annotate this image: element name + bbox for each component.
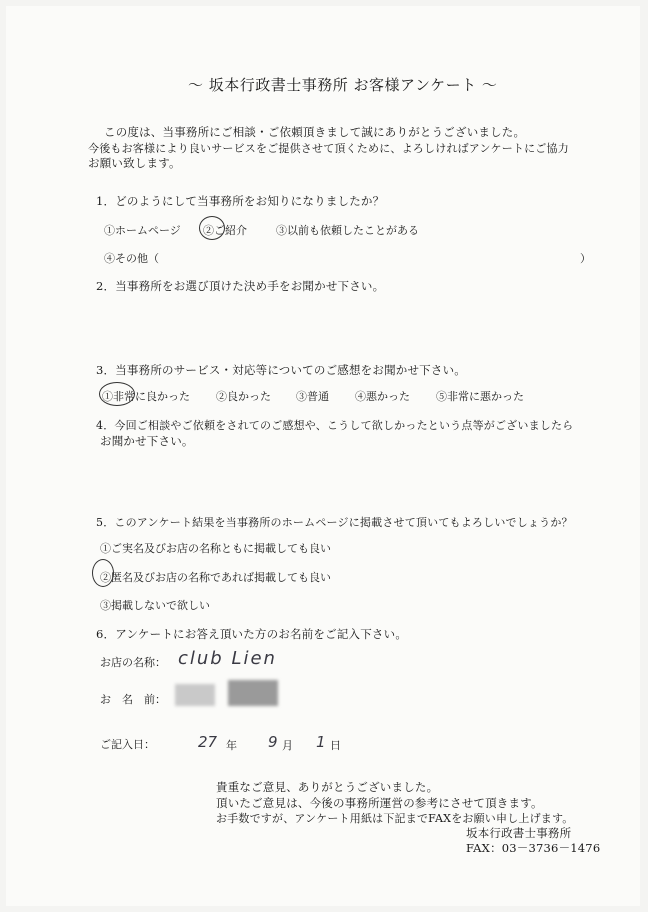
shop-name-label: お店の名称： xyxy=(100,656,166,669)
question-3: 3．当事務所のサービス・対応等についてのご感想をお聞かせ下さい。 xyxy=(96,363,466,377)
q3-option-5[interactable]: ⑤非常に悪かった xyxy=(436,390,524,403)
q5-option-1[interactable]: ①ご実名及びお店の名称ともに掲載しても良い xyxy=(100,542,331,555)
closing-line-2: 頂いたご意見は、今後の事務所運営の参考にさせて頂きます。 xyxy=(216,796,543,810)
question-5: 5．このアンケート結果を当事務所のホームページに掲載させて頂いてもよろしいでしょうか？ xyxy=(96,516,573,529)
question-6: 6．アンケートにお答え頂いた方のお名前をご記入下さい。 xyxy=(96,627,408,641)
closing-line-1: 貴重なご意見、ありがとうございました。 xyxy=(216,780,439,794)
date-day-value[interactable]: 1 xyxy=(316,733,326,751)
date-month-value[interactable]: 9 xyxy=(268,733,278,751)
question-2: 2．当事務所をお選び頂けた決め手をお聞かせ下さい。 xyxy=(96,279,385,293)
question-4-line-2: お聞かせ下さい。 xyxy=(100,434,194,448)
question-1: 1．どのようにして当事務所をお知りになりましたか？ xyxy=(96,194,385,208)
customer-name-label: お 名 前： xyxy=(100,693,166,706)
redacted-name-part-1 xyxy=(175,684,215,706)
q3-option-1[interactable]: ①非常に良かった xyxy=(102,390,190,403)
shop-name-value[interactable]: club Lien xyxy=(178,648,277,669)
q1-option-2[interactable]: ②ご紹介 xyxy=(203,224,247,237)
day-unit: 日 xyxy=(330,739,341,752)
q1-selection-circle xyxy=(199,216,225,240)
intro-line-3: お願い致します。 xyxy=(88,156,181,170)
month-unit: 月 xyxy=(282,739,293,752)
q1-option-other[interactable]: ④その他（ xyxy=(104,252,159,265)
date-label: ご記入日： xyxy=(100,738,155,751)
intro-line-2: 今後もお客様により良いサービスをご提供させて頂くために、よろしければアンケートにご協力 xyxy=(88,142,569,155)
q1-option-1[interactable]: ①ホームページ xyxy=(104,224,181,237)
question-4-line-1: 4．今回ご相談やご依頼をされてのご感想や、こうして欲しかったという点等がございましたら xyxy=(96,419,574,432)
q3-selection-circle xyxy=(99,382,135,406)
q3-option-2[interactable]: ②良かった xyxy=(216,390,271,403)
redacted-name-part-2 xyxy=(228,680,278,706)
intro-line-1: この度は、当事務所にご相談・ご依頼頂きまして誠にありがとうございました。 xyxy=(104,125,526,139)
q5-option-2[interactable]: ②匿名及びお店の名称であれば掲載しても良い xyxy=(100,571,331,584)
q5-selection-circle xyxy=(92,559,114,587)
q3-option-4[interactable]: ④悪かった xyxy=(355,390,410,403)
q1-option-3[interactable]: ③以前も依頼したことがある xyxy=(276,224,419,237)
closing-line-3: お手数ですが、アンケート用紙は下記までFAXをお願い申し上げます。 xyxy=(216,812,574,825)
q3-option-3[interactable]: ③普通 xyxy=(296,390,329,403)
date-year-value[interactable]: 27 xyxy=(198,733,218,751)
year-unit: 年 xyxy=(226,739,237,752)
fax-number: FAX：03－3736－1476 xyxy=(466,841,601,855)
q1-other-close: ） xyxy=(580,252,591,265)
page-title: ～ 坂本行政書士事務所 お客様アンケート ～ xyxy=(188,76,498,94)
q5-option-3[interactable]: ③掲載しないで欲しい xyxy=(100,599,210,612)
office-name: 坂本行政書士事務所 xyxy=(466,826,572,840)
